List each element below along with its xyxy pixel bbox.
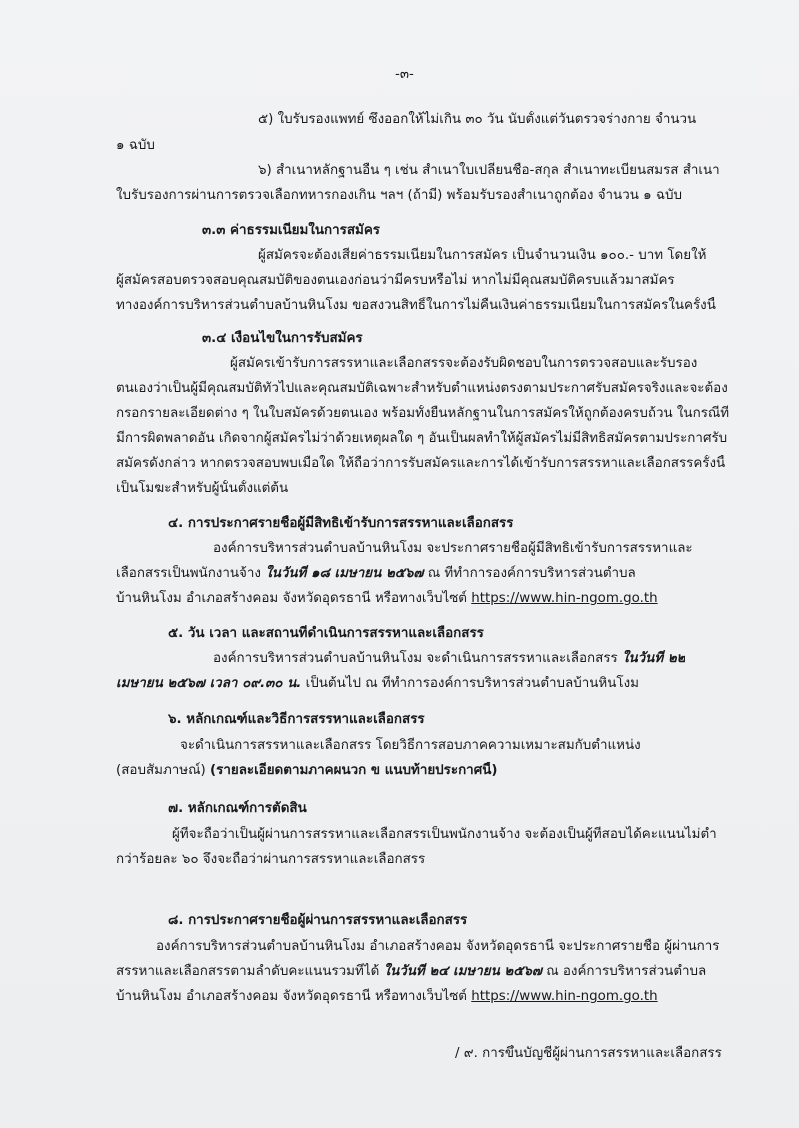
sec6-line2-a: (สอบสัมภาษณ์)	[116, 763, 211, 778]
sec4-heading: ๔. การประกาศรายชื่อผู้มีสิทธิเข้ารับการสรรหาและเลือกสรร	[168, 516, 514, 531]
item6-line1: ๖) สำเนาหลักฐานอื่น ๆ เช่น สำเนาใบเปลี่ยนชื่อ-สกุล สำเนาทะเบียนสมรส สำเนา	[258, 163, 720, 178]
sec6-line2	[116, 762, 497, 780]
sec4-line2	[116, 565, 636, 583]
sec5-line1	[213, 650, 685, 668]
item6-line2: ใบรับรองการผ่านการตรวจเลือกทหารกองเกิน ฯลฯ (ถ้ามี) พร้อมรับรองสำเนาถูกต้อง จำนวน ๑ ฉบับ	[116, 188, 683, 203]
sec8-line2-c: ณ องค์การบริหารส่วนตำบล	[541, 964, 707, 979]
sec33-line2: ผู้สมัครสอบตรวจสอบคุณสมบัติของตนเองก่อนว่ามีครบหรือไม่ หากไม่มีคุณสมบัติครบแล้วมาสมัคร	[116, 273, 675, 288]
sec33-line1: ผู้สมัครจะต้องเสียค่าธรรมเนียมในการสมัคร เป็นจำนวนเงิน ๑๐๐.- บาท โดยให้	[258, 248, 707, 263]
sec8-line1: องค์การบริหารส่วนตำบลบ้านหินโงม อำเภอสร้างคอม จังหวัดอุดรธานี จะประกาศรายชื่อ ผู้ผ่านการ	[156, 939, 720, 954]
sec5-date: ในวันที่ ๒๒	[621, 651, 686, 666]
sec8-line2	[116, 963, 706, 981]
sec34-line5: สมัครดังกล่าว หากตรวจสอบพบเมื่อใด ให้ถือว่าการรับสมัครและการได้เข้ารับการสรรหาและเลือกสรรครั้งนี้	[116, 456, 726, 471]
sec4-line3-a: บ้านหินโงม อำเภอสร้างคอม จังหวัดอุดรธานี หรือทางเว็บไซต์	[116, 591, 472, 606]
sec6-appendix: (รายละเอียดตามภาคผนวก ข แนบท้ายประกาศนี้)	[210, 763, 498, 778]
sec7-line1: ผู้ที่จะถือว่าเป็นผู้ผ่านการสรรหาและเลือกสรรเป็นพนักงานจ้าง จะต้องเป็นผู้ที่สอบได้คะแนนไม่ต่ำ	[172, 827, 717, 842]
sec34-line4: มีการผิดพลาดอัน เกิดจากผู้สมัครไม่ว่าด้วยเหตุผลใด ๆ อันเป็นผลทำให้ผู้สมัครไม่มีสิทธิสมัครตามประกาศรับ	[116, 431, 728, 446]
continuation-note: / ๙. การขึ้นบัญชีผู้ผ่านการสรรหาและเลือกสรร	[455, 1046, 722, 1061]
sec34-line2: ตนเองว่าเป็นผู้มีคุณสมบัติทั่วไปและคุณสมบัติเฉพาะสำหรับตำแหน่งตรงตามประกาศรับสมัครจริงและจะต้อง	[116, 381, 728, 396]
sec34-line6: เป็นโมฆะสำหรับผู้นั้นตั้งแต่ต้น	[116, 481, 289, 496]
sec4-line2-a: เลือกสรรเป็นพนักงานจ้าง	[116, 566, 266, 581]
sec5-line2	[116, 675, 639, 693]
sec8-heading: ๘. การประกาศรายชื่อผู้ผ่านการสรรหาและเลือกสรร	[168, 913, 468, 928]
sec6-heading: ๖. หลักเกณฑ์และวิธีการสรรหาและเลือกสรร	[168, 712, 425, 727]
sec33-heading: ๓.๓ ค่าธรรมเนียมในการสมัคร	[202, 223, 380, 238]
website-link-1[interactable]: https://www.hin-ngom.go.th	[471, 591, 658, 606]
sec5-line2-b: เป็นต้นไป ณ ที่ทำการองค์การบริหารส่วนตำบลบ้านหินโงม	[301, 676, 639, 691]
sec5-time: เมษายน ๒๕๖๗ เวลา ๐๙.๓๐ น.	[116, 676, 302, 691]
sec7-line2: กว่าร้อยละ ๖๐ จึงจะถือว่าผ่านการสรรหาและเลือกสรร	[116, 852, 426, 867]
sec8-line3	[116, 988, 658, 1006]
sec4-line3	[116, 590, 658, 608]
item5-line2: ๑ ฉบับ	[116, 138, 155, 153]
sec34-heading: ๓.๔ เงื่อนไขในการรับสมัคร	[202, 331, 363, 346]
website-link-2[interactable]: https://www.hin-ngom.go.th	[471, 989, 658, 1004]
sec34-line3: กรอกรายละเอียดต่าง ๆ ในใบสมัครด้วยตนเอง พร้อมทั้งยื่นหลักฐานในการสมัครให้ถูกต้องครบถ้วน ในกรณีที่	[116, 406, 730, 421]
page-number: -๓-	[395, 67, 414, 82]
sec8-line2-a: สรรหาและเลือกสรรตามลำดับคะแนนรวมที่ได้	[116, 964, 384, 979]
sec5-line1-a: องค์การบริหารส่วนตำบลบ้านหินโงม จะดำเนินการสรรหาและเลือกสรร	[213, 651, 622, 666]
sec8-line3-a: บ้านหินโงม อำเภอสร้างคอม จังหวัดอุดรธานี หรือทางเว็บไซต์	[116, 989, 472, 1004]
sec8-date: ในวันที่ ๒๔ เมษายน ๒๕๖๗	[383, 964, 542, 979]
sec4-date: ในวันที่ ๑๘ เมษายน ๒๕๖๗	[265, 566, 424, 581]
sec33-line3: ทางองค์การบริหารส่วนตำบลบ้านหินโงม ขอสงวนสิทธิ์ในการไม่คืนเงินค่าธรรมเนียมในการสมัครในครั้งนี้	[116, 298, 716, 313]
item5-line1: ๕) ใบรับรองแพทย์ ซึ่งออกให้ไม่เกิน ๓๐ วัน นับตั้งแต่วันตรวจร่างกาย จำนวน	[258, 112, 697, 127]
sec4-line1: องค์การบริหารส่วนตำบลบ้านหินโงม จะประกาศรายชื่อผู้มีสิทธิเข้ารับการสรรหาและ	[213, 541, 693, 556]
sec34-line1: ผู้สมัครเข้ารับการสรรหาและเลือกสรรจะต้องรับผิดชอบในการตรวจสอบและรับรอง	[230, 356, 698, 371]
sec5-heading: ๕. วัน เวลา และสถานที่ดำเนินการสรรหาและเลือกสรร	[168, 626, 484, 641]
sec6-line1: จะดำเนินการสรรหาและเลือกสรร โดยวิธีการสอบภาคความเหมาะสมกับตำแหน่ง	[180, 738, 641, 753]
sec4-line2-c: ณ ที่ทำการองค์การบริหารส่วนตำบล	[423, 566, 636, 581]
sec7-heading: ๗. หลักเกณฑ์การตัดสิน	[168, 801, 307, 816]
